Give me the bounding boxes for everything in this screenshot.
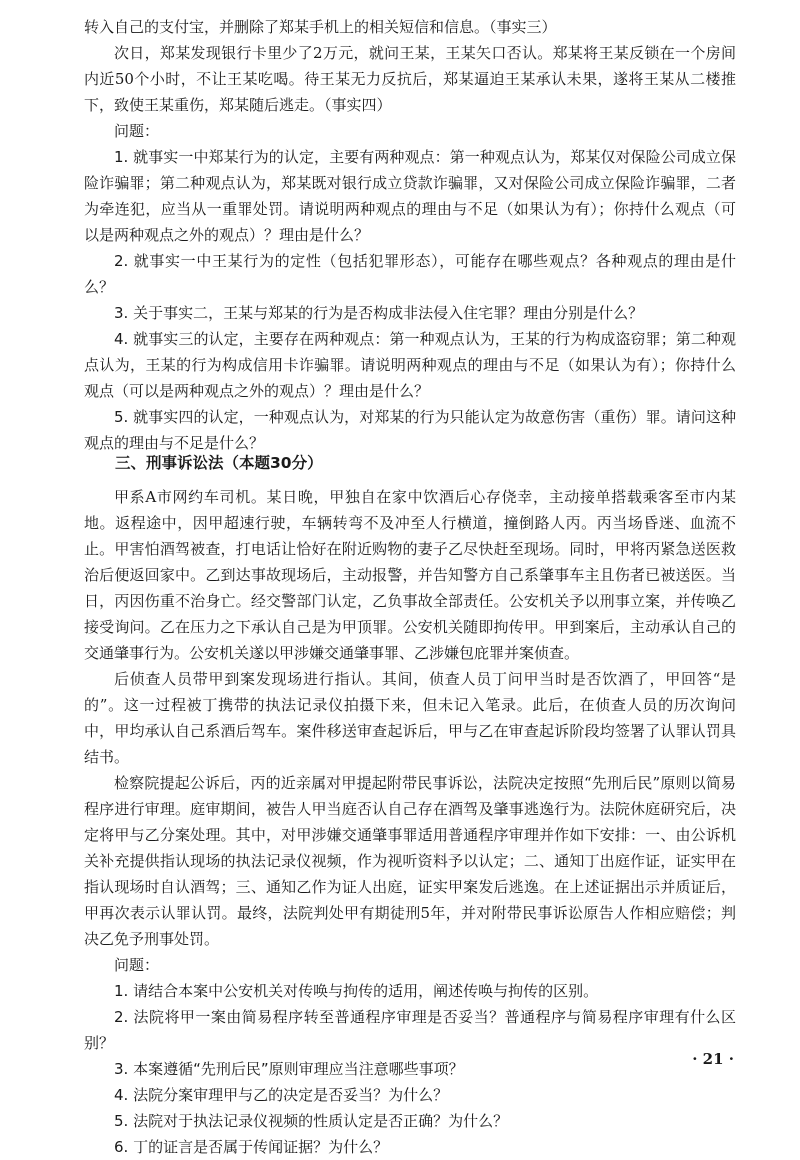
question-item: 3. 本案遵循“先刑后民”原则审理应当注意哪些事项？ <box>114 1060 464 1078</box>
section-title: 三、刑事诉讼法（本题30分） <box>115 454 323 472</box>
questions-heading: 问题： <box>114 122 160 140</box>
case-paragraph: 后侦查人员带甲到案发现场进行指认。其间，侦查人员丁问甲当时是否饮酒了，甲回答“是的”。这一过程被丁携带的执法记录仪拍摄下来，但未记入笔录。此后，在侦查人员的历次询问中，甲均承认自己系酒后驾车。案件移送审查起诉后，甲与乙在审查起诉阶段均签署了认罪认罚具结书。 <box>84 670 736 766</box>
case-paragraph: 检察院提起公诉后，丙的近亲属对甲提起附带民事诉讼，法院决定按照“先刑后民”原则以简易程序进行审理。庭审期间，被告人甲当庭否认自己存在酒驾及肇事逃逸行为。法院休庭研究后，决定将甲与乙分案处理。其中，对甲涉嫌交通肇事罪适用普通程序审理并作如下安排：一、由公诉机关补充提供指认现场的执法记录仪视频，作为视听资料予以认定；二、通知丁出庭作证，证实甲在指认现场时自认酒驾；三、通知乙作为证人出庭，证实甲案发后逃逸。在上述证据出示并质证后，甲再次表示认罪认罚。最终，法院判处甲有期徒刑5年，并对附带民事诉讼原告人作相应赔偿；判决乙免予刑事处罚。 <box>84 774 736 948</box>
page-number: · 21 · <box>692 1050 734 1068</box>
question-list <box>84 144 736 456</box>
top-case-block <box>84 14 736 456</box>
question-item: 3. 关于事实二，王某与郑某的行为是否构成非法侵入住宅罪？理由分别是什么？ <box>114 304 644 322</box>
question-item: 4. 就事实三的认定，主要存在两种观点：第一种观点认为，王某的行为构成盗窃罪；第二种观点认为，王某的行为构成信用卡诈骗罪。请说明两种观点的理由与不足（如果认为有）；你持什么观点（可以是两种观点之外的观点）？理由是什么？ <box>84 330 736 400</box>
fact4-paragraph: 次日，郑某发现银行卡里少了2万元，就问王某，王某矢口否认。郑某将王某反锁在一个房间内近50个小时，不让王某吃喝。待王某无力反抗后，郑某逼迫王某承认未果，遂将王某从二楼推下，致使王某重伤，郑某随后逃走。（事实四） <box>84 44 736 114</box>
question-item: 2. 法院将甲一案由简易程序转至普通程序审理是否妥当？普通程序与简易程序审理有什么区别？ <box>84 1008 736 1052</box>
case-paragraph: 甲系A市网约车司机。某日晚，甲独自在家中饮酒后心存侥幸，主动接单搭载乘客至市内某地。返程途中，因甲超速行驶，车辆转弯不及冲至人行横道，撞倒路人丙。丙当场昏迷、血流不止。甲害怕酒驾被查，打电话让恰好在附近购物的妻子乙尽快赶至现场。同时，甲将丙紧急送医救治后便返回家中。乙到达事故现场后，主动报警，并告知警方自己系肇事车主且伤者已被送医。当日，丙因伤重不治身亡。经交警部门认定，乙负事故全部责任。公安机关予以刑事立案，并传唤乙接受询问。乙在压力之下承认自己是为甲顶罪。公安机关随即拘传甲。甲到案后，主动承认自己的交通肇事行为。公安机关遂以甲涉嫌交通肇事罪、乙涉嫌包庇罪并案侦查。 <box>84 488 736 662</box>
question-item: 4. 法院分案审理甲与乙的决定是否妥当？为什么？ <box>114 1086 449 1104</box>
question-item: 6. 丁的证言是否属于传闻证据？为什么？ <box>114 1138 389 1156</box>
question-item: 5. 就事实四的认定，一种观点认为，对郑某的行为只能认定为故意伤害（重伤）罪。请问这种观点的理由与不足是什么？ <box>84 408 736 452</box>
questions-heading: 问题： <box>114 956 160 974</box>
question-item: 2. 就事实一中王某行为的定性（包括犯罪形态），可能存在哪些观点？各种观点的理由是什么？ <box>84 252 736 296</box>
question-list <box>84 978 736 1160</box>
question-item: 1. 请结合本案中公安机关对传唤与拘传的适用，阐述传唤与拘传的区别。 <box>114 982 599 1000</box>
question-item: 1. 就事实一中郑某行为的认定，主要有两种观点：第一种观点认为，郑某仅对保险公司成立保险诈骗罪；第二种观点认为，郑某既对银行成立贷款诈骗罪，又对保险公司成立保险诈骗罪，二者为牵连犯，应当从一重罪处罚。请说明两种观点的理由与不足（如果认为有）；你持什么观点（可以是两种观点之外的观点）？理由是什么？ <box>84 148 736 244</box>
section-three <box>84 436 736 1160</box>
fact3-tail: 转入自己的支付宝，并删除了郑某手机上的相关短信和信息。（事实三） <box>84 18 557 36</box>
question-item: 5. 法院对于执法记录仪视频的性质认定是否正确？为什么？ <box>114 1112 509 1130</box>
